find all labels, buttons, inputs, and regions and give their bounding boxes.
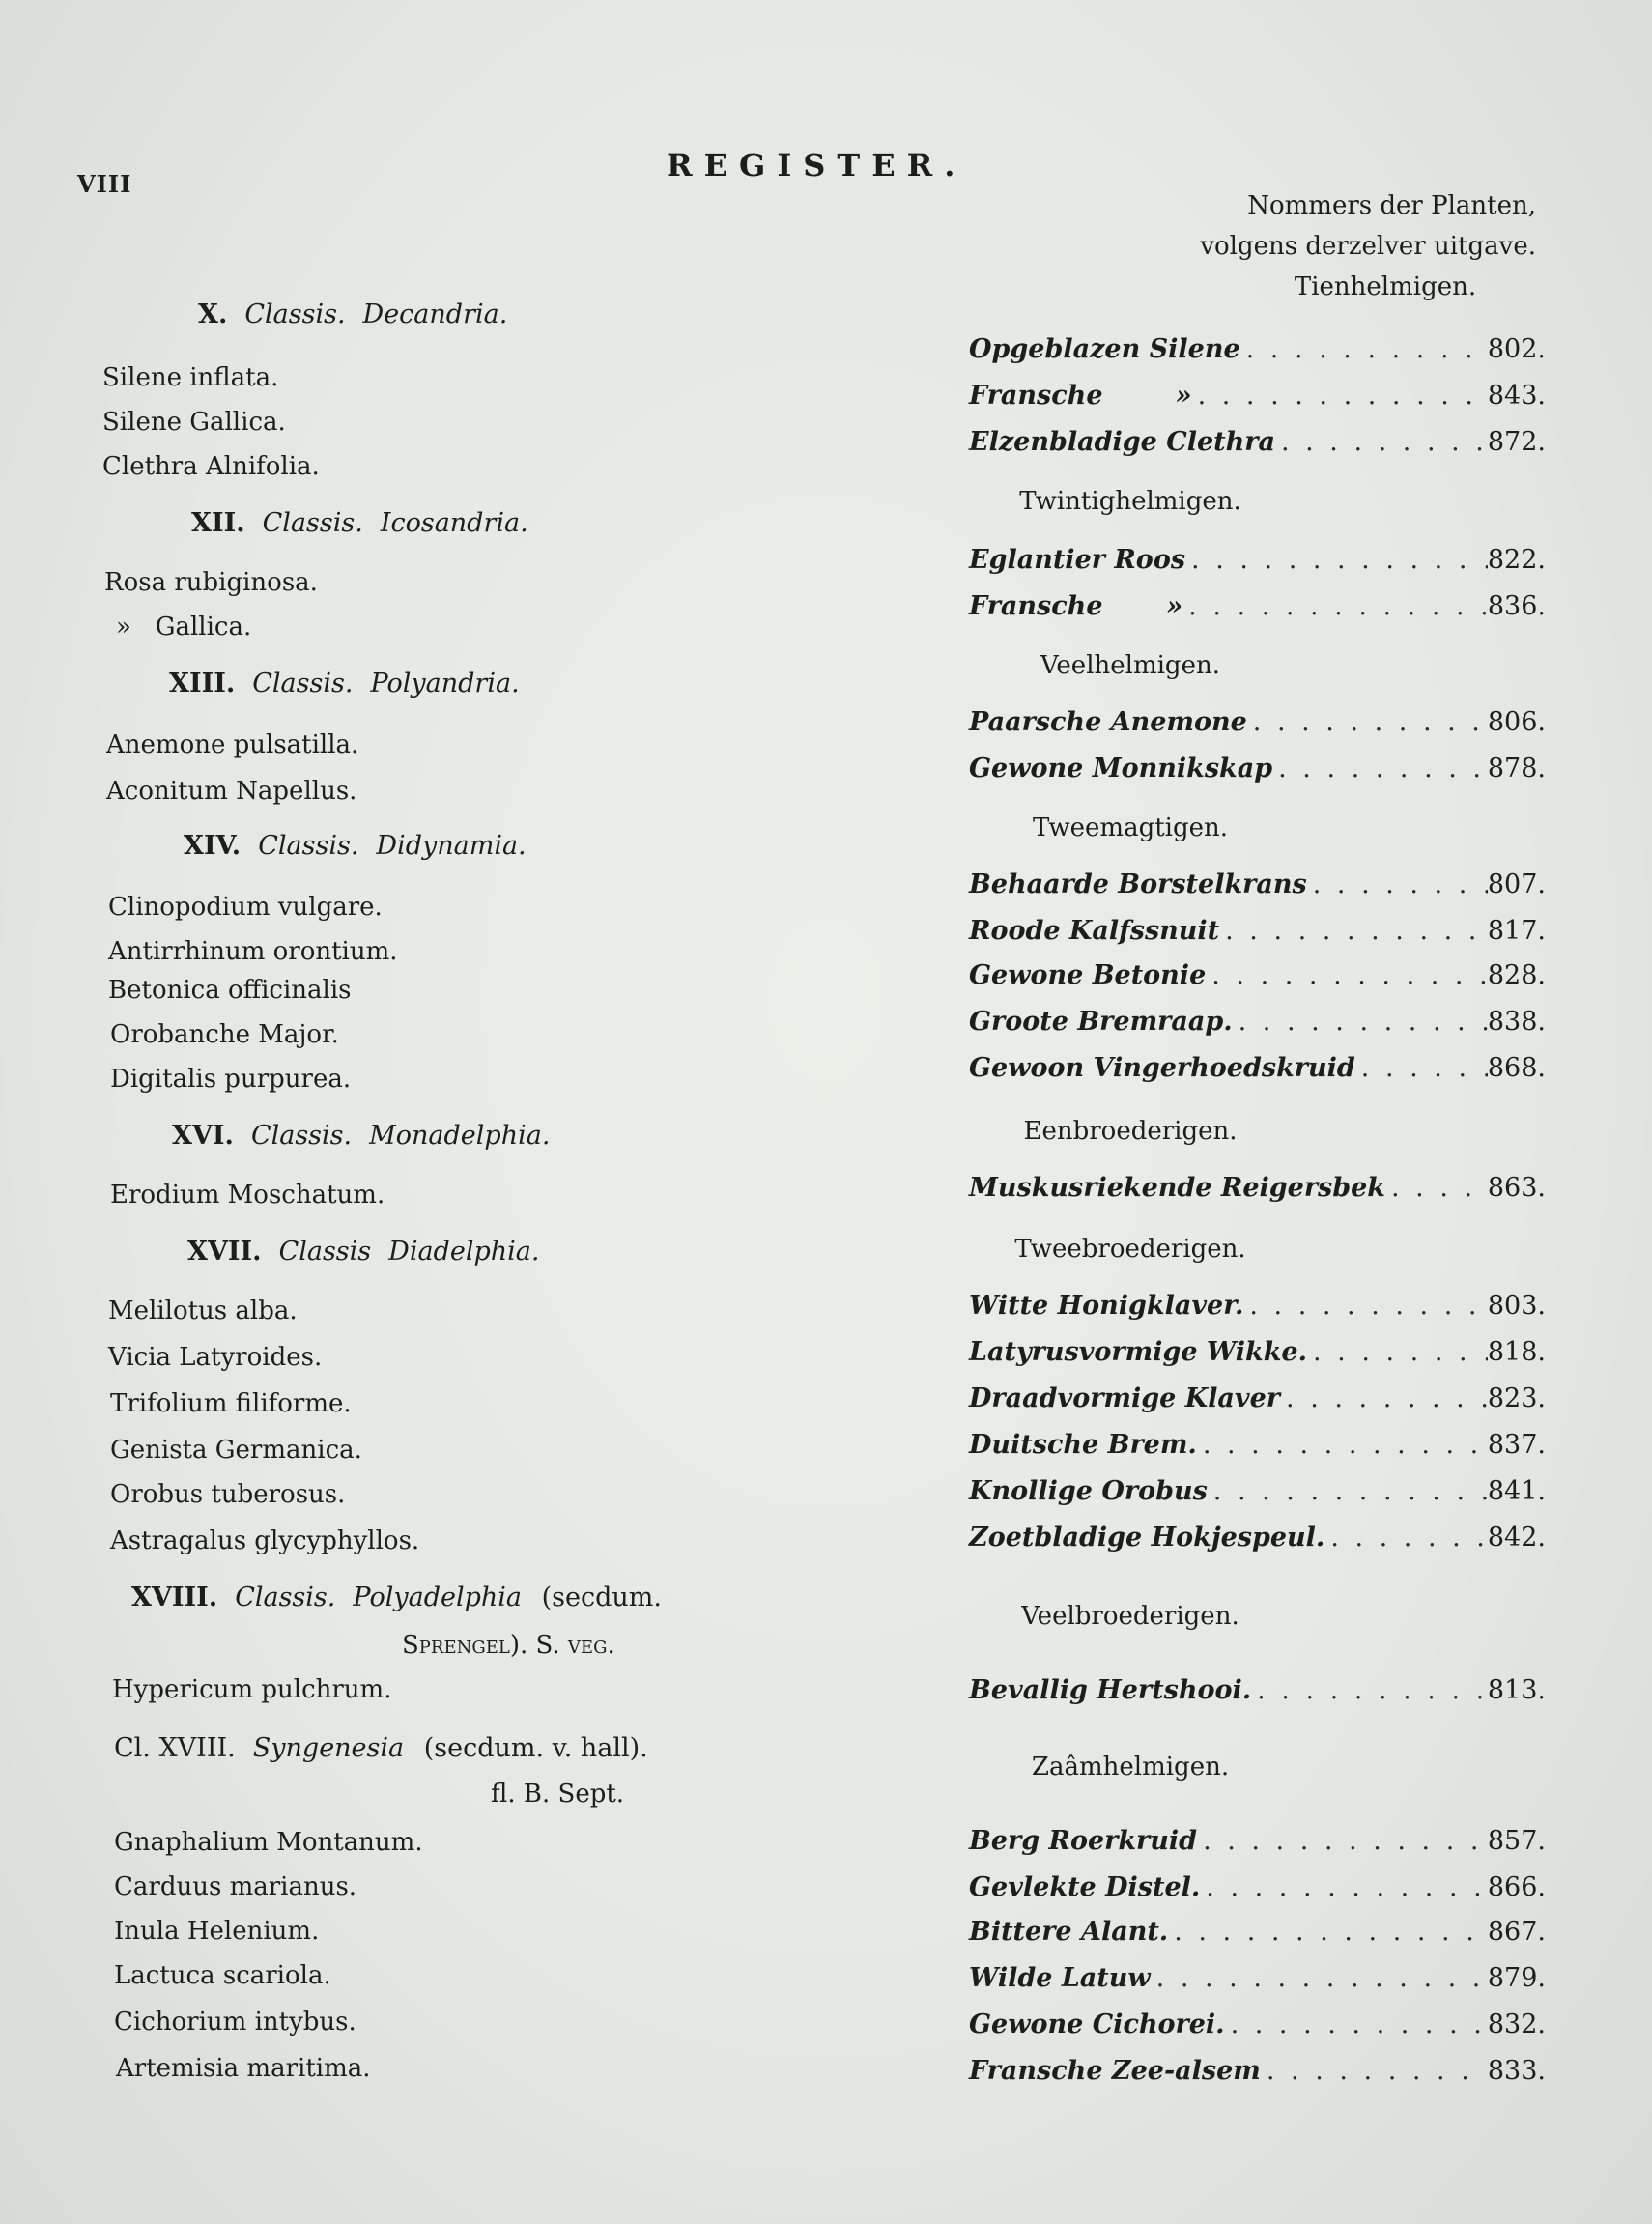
dutch-name: Witte Honigklaver.: [969, 1291, 1244, 1321]
dutch-entry: [969, 1963, 1546, 1993]
dutch-entry: [969, 427, 1546, 457]
column-heading-line: volgens derzelver uitgave.: [1200, 232, 1536, 261]
class-word: Classis.: [252, 669, 354, 699]
dutch-name: Paarsche Anemone: [969, 707, 1247, 737]
class-number: XVIII.: [131, 1582, 218, 1612]
latin-name: Astragalus glycyphyllos.: [110, 1526, 420, 1555]
leader-dots: [1307, 870, 1488, 899]
plant-number: 842.: [1487, 1523, 1546, 1553]
latin-name: Orobus tuberosus.: [110, 1480, 346, 1509]
leader-dots: [1324, 1523, 1488, 1553]
plant-number: 843.: [1487, 381, 1546, 411]
dutch-entry: [969, 1173, 1546, 1203]
dutch-name: Bittere Alant.: [969, 1917, 1169, 1947]
plant-number: 828.: [1487, 960, 1546, 990]
class-word: Classis.: [235, 1582, 336, 1612]
leader-dots: [1197, 1430, 1488, 1460]
latin-name: Erodium Moschatum.: [110, 1181, 385, 1210]
class-heading: [191, 508, 528, 538]
class-word: Classis.: [262, 508, 363, 538]
dutch-name: Groote Bremraap.: [969, 1007, 1233, 1037]
dutch-name: Eglantier Roos: [969, 545, 1186, 575]
class-number: XIV.: [184, 831, 242, 861]
latin-name: Orobanche Major.: [110, 1020, 339, 1049]
dutch-entry: [969, 1053, 1546, 1083]
dutch-entry: [969, 545, 1546, 575]
plant-number: 878.: [1487, 754, 1546, 784]
leader-dots: [1219, 916, 1488, 946]
dutch-name: Gewone Betonie: [969, 960, 1207, 990]
latin-name: Gnaphalium Montanum.: [114, 1828, 423, 1857]
leader-dots: [1272, 754, 1488, 784]
leader-dots: [1240, 334, 1488, 364]
dutch-name: Gewone Cichorei.: [969, 2010, 1225, 2039]
dutch-entry: [969, 334, 1546, 364]
class-name: Monadelphia.: [369, 1121, 551, 1151]
latin-name: Hypericum pulchrum.: [112, 1675, 392, 1704]
latin-name: Melilotus alba.: [108, 1297, 298, 1326]
dutch-name: Bevallig Hertshooi.: [969, 1675, 1252, 1705]
latin-name: Carduus marianus.: [114, 1872, 357, 1901]
dutch-name: Duitsche Brem.: [969, 1430, 1197, 1460]
class-heading: [169, 669, 520, 699]
dutch-entry: [969, 1917, 1546, 1947]
plant-number: 866.: [1487, 1872, 1546, 1902]
plant-number: 836.: [1487, 591, 1546, 621]
class-number: Cl. XVIII.: [114, 1733, 236, 1763]
dutch-name: Latyrusvormige Wikke.: [969, 1337, 1307, 1367]
plant-number: 837.: [1487, 1430, 1546, 1460]
plant-number: 841.: [1487, 1476, 1546, 1506]
leader-dots: [1182, 591, 1488, 621]
plant-number: 823.: [1487, 1383, 1546, 1413]
latin-name: Silene inflata.: [102, 363, 279, 392]
leader-dots: [1197, 1826, 1488, 1856]
dutch-name: Behaarde Borstelkrans: [969, 870, 1307, 899]
latin-name: Antirrhinum orontium.: [108, 937, 398, 966]
dutch-entry: [969, 870, 1546, 899]
plant-number: 867.: [1487, 1917, 1546, 1947]
leader-dots: [1168, 1917, 1488, 1947]
dutch-name: Gevlekte Distel.: [969, 1872, 1201, 1902]
plant-number: 879.: [1487, 1963, 1546, 1993]
class-word: Classis.: [244, 299, 346, 329]
dutch-entry: [969, 591, 1546, 621]
class-word: Classis: [278, 1237, 372, 1267]
latin-name: Clinopodium vulgare.: [108, 893, 383, 922]
class-number: XVI.: [172, 1121, 234, 1151]
leader-dots: [1233, 1007, 1488, 1037]
class-extra: (secdum.: [541, 1582, 662, 1612]
class-subline: [402, 1631, 615, 1660]
leader-dots: [1385, 1173, 1488, 1203]
dutch-entry: [969, 381, 1546, 411]
dutch-name: Gewone Monnikskap: [969, 754, 1273, 784]
page-number: VIII: [77, 170, 132, 198]
leader-dots: [1355, 1053, 1488, 1083]
dutch-entry: [969, 707, 1546, 737]
class-number: X.: [198, 299, 228, 329]
plant-number: 803.: [1487, 1291, 1546, 1321]
class-heading: [114, 1733, 648, 1763]
latin-name: » Gallica.: [116, 613, 252, 642]
class-name: Syngenesia: [252, 1733, 405, 1763]
dutch-entry: [969, 1872, 1546, 1902]
dutch-entry: [969, 1383, 1546, 1413]
latin-name: Artemisia maritima.: [116, 2054, 371, 2083]
leader-dots: [1307, 1337, 1488, 1367]
class-word: Classis.: [250, 1121, 353, 1151]
leader-dots: [1251, 1675, 1488, 1705]
plant-number: 863.: [1487, 1173, 1546, 1203]
leader-dots: [1151, 1963, 1488, 1993]
dutch-name: Roode Kalfssnuit: [969, 916, 1220, 946]
class-word: Classis.: [258, 831, 359, 861]
latin-name: Rosa rubiginosa.: [104, 568, 318, 597]
dutch-name: Wilde Latuw: [969, 1963, 1151, 1993]
latin-name: Genista Germanica.: [110, 1436, 362, 1465]
dutch-name: Elzenbladige Clethra: [969, 427, 1275, 457]
class-heading: [172, 1121, 550, 1151]
leader-dots: [1206, 960, 1488, 990]
group-heading: Veelbroederigen.: [1021, 1602, 1239, 1631]
class-name: Polyandria.: [370, 669, 520, 699]
plant-number: 857.: [1487, 1826, 1546, 1856]
plant-number: 802.: [1487, 334, 1546, 364]
dutch-name: Zoetbladige Hokjespeul.: [969, 1523, 1325, 1553]
dutch-name: Gewoon Vingerhoedskruid: [969, 1053, 1355, 1083]
dutch-entry: [969, 1291, 1546, 1321]
plant-number: 838.: [1487, 1007, 1546, 1037]
latin-name: Digitalis purpurea.: [110, 1065, 352, 1094]
class-number: XVII.: [187, 1237, 262, 1267]
dutch-entry: [969, 960, 1546, 990]
plant-number: 818.: [1487, 1337, 1546, 1367]
class-number: XII.: [191, 508, 245, 538]
latin-name: Lactuca scariola.: [114, 1961, 331, 1990]
leader-dots: [1280, 1383, 1488, 1413]
dutch-name: Muskusriekende Reigersbek: [969, 1173, 1386, 1203]
dutch-entry: [969, 2056, 1546, 2086]
latin-name: Aconitum Napellus.: [106, 777, 357, 806]
plant-number: 833.: [1487, 2056, 1546, 2086]
dutch-entry: [969, 916, 1546, 946]
dutch-entry: [969, 1007, 1546, 1037]
plant-number: 822.: [1487, 545, 1546, 575]
latin-name: Clethra Alnifolia.: [102, 452, 320, 481]
dutch-entry: [969, 1476, 1546, 1506]
class-heading: [198, 299, 507, 329]
dutch-name: Draadvormige Klaver: [969, 1383, 1281, 1413]
group-heading: Veelhelmigen.: [1040, 651, 1220, 680]
plant-number: 868.: [1487, 1053, 1546, 1083]
class-name: Didynamia.: [376, 831, 527, 861]
dutch-name: Fransche »: [969, 591, 1183, 621]
group-heading: Zaâmhelmigen.: [1031, 1753, 1230, 1782]
latin-name: Inula Helenium.: [114, 1917, 320, 1946]
leader-dots: [1208, 1476, 1488, 1506]
leader-dots: [1247, 707, 1488, 737]
page-title: REGISTER.: [667, 147, 967, 184]
dutch-entry: [969, 2010, 1546, 2039]
latin-name: Silene Gallica.: [102, 408, 286, 437]
leader-dots: [1185, 545, 1488, 575]
dutch-entry: [969, 1523, 1546, 1553]
latin-name: Anemone pulsatilla.: [106, 730, 359, 759]
class-extra: (secdum. v. hall).: [423, 1733, 648, 1763]
class-name: Decandria.: [362, 299, 508, 329]
group-heading-tienhelmigen: Tienhelmigen.: [1294, 272, 1477, 301]
leader-dots: [1200, 1872, 1488, 1902]
class-heading: [187, 1237, 539, 1267]
group-heading: Tweebroederigen.: [1014, 1235, 1246, 1264]
latin-name: Betonica officinalis: [108, 976, 352, 1005]
class-name: Icosandria.: [380, 508, 528, 538]
group-heading: Twintighelmigen.: [1019, 487, 1241, 516]
dutch-entry: [969, 1430, 1546, 1460]
column-heading: [1130, 185, 1536, 307]
plant-number: 872.: [1487, 427, 1546, 457]
latin-name: Trifolium filiforme.: [110, 1389, 352, 1418]
dutch-name: Fransche »: [969, 381, 1192, 411]
dutch-entry: [969, 1675, 1546, 1705]
leader-dots: [1275, 427, 1488, 457]
class-name: Diadelphia.: [388, 1237, 540, 1267]
leader-dots: [1261, 2056, 1488, 2086]
dutch-name: Berg Roerkruid: [969, 1826, 1198, 1856]
dutch-entry: [969, 1337, 1546, 1367]
leader-dots: [1192, 381, 1488, 411]
class-heading: [131, 1582, 662, 1612]
class-number: XIII.: [169, 669, 236, 699]
plant-number: 813.: [1487, 1675, 1546, 1705]
column-heading-line: Nommers der Planten,: [1247, 191, 1536, 220]
plant-number: 807.: [1487, 870, 1546, 899]
class-line2: Sprengel). S. veg.: [402, 1631, 615, 1660]
group-heading: Eenbroederigen.: [1023, 1117, 1238, 1146]
group-heading: Tweemagtigen.: [1032, 813, 1229, 842]
plant-number: 806.: [1487, 707, 1546, 737]
plant-number: 817.: [1487, 916, 1546, 946]
dutch-name: Knollige Orobus: [969, 1476, 1208, 1506]
class-subline: [491, 1780, 624, 1809]
dutch-entry: [969, 1826, 1546, 1856]
dutch-name: Fransche Zee-alsem: [969, 2056, 1261, 2086]
class-name: Polyadelphia: [353, 1582, 522, 1612]
class-heading: [184, 831, 527, 861]
latin-name: Cichorium intybus.: [114, 2008, 356, 2037]
dutch-name: Opgeblazen Silene: [969, 334, 1240, 364]
class-line2: fl. B. Sept.: [491, 1780, 625, 1809]
leader-dots: [1243, 1291, 1487, 1321]
latin-name: Vicia Latyroides.: [108, 1343, 323, 1372]
plant-number: 832.: [1487, 2010, 1546, 2039]
leader-dots: [1225, 2010, 1488, 2039]
dutch-entry: [969, 754, 1546, 784]
